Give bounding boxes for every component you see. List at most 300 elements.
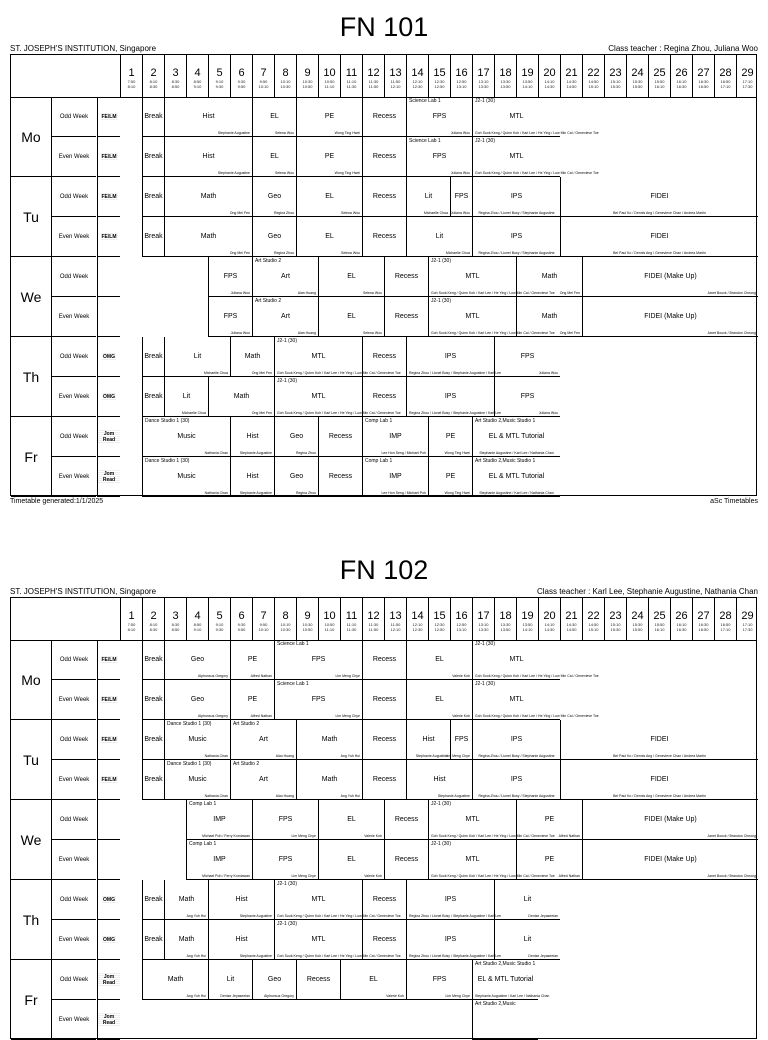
lesson-subject: FPS <box>278 855 293 863</box>
lesson-teacher: Nathania Chan <box>204 491 228 495</box>
week-label: Odd Week <box>51 97 96 137</box>
lesson-teacher: Juliana Woo <box>230 291 250 295</box>
week-label: Odd Week <box>51 257 96 297</box>
lesson-cell[interactable] <box>494 377 560 417</box>
period-start: 16:50 <box>720 79 731 84</box>
lesson-cell[interactable] <box>296 217 362 257</box>
lesson-cell[interactable] <box>472 97 599 137</box>
programme-icon-label: Jom Read <box>98 470 120 484</box>
lesson-cell[interactable] <box>164 760 230 800</box>
lesson-subject: Break <box>144 935 163 943</box>
lesson-teacher: Denise Jeyaseelan <box>220 994 250 998</box>
lesson-cell[interactable] <box>230 417 274 457</box>
lesson-cell[interactable] <box>582 800 758 840</box>
lesson-cell[interactable] <box>516 800 582 840</box>
lesson-teacher: Ang Yuh Hui <box>340 754 360 758</box>
lesson-teacher: Bei Paul Ko / Dennis Ang / Genevieve Chan / Andrea Martin <box>613 251 706 255</box>
lesson-teacher: Janet Boock / Brandon Cheong <box>707 291 756 295</box>
lesson-cell[interactable] <box>142 880 164 920</box>
lesson-cell[interactable] <box>362 720 406 760</box>
lesson-teacher: Regina Zhou <box>295 451 316 455</box>
lesson-cell[interactable] <box>406 760 472 800</box>
period-header-row <box>11 55 756 98</box>
lesson-cell[interactable] <box>582 297 758 337</box>
lesson-room: Comp Lab 1 <box>189 841 217 847</box>
period-end: 9:10 <box>193 84 202 89</box>
lesson-teacher: Goh Sook Keng / Quinn Koh / Karl Lee / He Ying / Low Min Cai / Genevieve Toe <box>277 371 401 375</box>
period-start: 7:50 <box>127 622 136 627</box>
lesson-cell[interactable] <box>406 377 502 417</box>
period-header <box>340 598 362 640</box>
day-label: Mo <box>11 97 51 177</box>
lesson-cell[interactable] <box>274 417 318 457</box>
lesson-subject: PE <box>445 432 456 440</box>
lesson-subject: Recess <box>372 735 397 743</box>
lesson-subject: Hist <box>235 935 248 943</box>
lesson-teacher: Alfred Nathan <box>250 674 272 678</box>
period-end: 14:30 <box>544 627 555 632</box>
period-end: 9:30 <box>215 84 224 89</box>
lesson-cell[interactable] <box>142 457 230 497</box>
lesson-cell[interactable] <box>252 800 318 840</box>
lesson-subject: Lit <box>523 935 532 943</box>
lesson-cell[interactable] <box>164 640 230 680</box>
lesson-subject: PE <box>324 112 335 120</box>
lesson-cell[interactable] <box>318 840 384 880</box>
lesson-cell[interactable] <box>428 417 472 457</box>
lesson-cell[interactable] <box>296 97 362 137</box>
lesson-cell[interactable] <box>472 177 560 217</box>
lesson-teacher: Goh Sook Keng / Quinn Koh / Karl Lee / He Ying / Low Min Cai / Genevieve Toe <box>277 914 401 918</box>
lesson-cell[interactable] <box>142 97 164 137</box>
lesson-cell[interactable] <box>142 760 164 800</box>
lesson-room: J2-1 (30) <box>277 338 298 344</box>
period-start: 16:50 <box>720 622 731 627</box>
lesson-cell[interactable] <box>362 97 406 137</box>
period-header <box>428 598 450 640</box>
lesson-subject: Geo <box>267 192 282 200</box>
lesson-cell[interactable] <box>362 177 406 217</box>
lesson-subject: Geo <box>289 472 304 480</box>
lesson-subject: IMP <box>213 815 226 823</box>
lesson-cell[interactable] <box>445 720 472 760</box>
lesson-cell[interactable] <box>142 720 164 760</box>
period-start: 17:10 <box>742 622 753 627</box>
lesson-cell[interactable] <box>494 337 560 377</box>
period-start: 16:10 <box>676 79 687 84</box>
period-header <box>604 55 626 97</box>
lesson-room: J2-1 (30) <box>431 801 452 807</box>
lesson-cell[interactable] <box>384 297 428 337</box>
lesson-cell[interactable] <box>472 680 599 720</box>
period-header <box>692 55 714 97</box>
period-start: 17:10 <box>742 79 753 84</box>
lesson-cell[interactable] <box>560 217 758 257</box>
lesson-cell[interactable] <box>186 800 252 840</box>
lesson-subject: FIDEI <box>650 735 669 743</box>
lesson-cell[interactable] <box>142 337 164 377</box>
period-header <box>714 598 736 640</box>
lesson-room: Dance Studio 1 (30) <box>167 721 212 727</box>
programme-icon <box>97 177 120 217</box>
period-number: 1 <box>128 610 135 622</box>
lesson-cell[interactable] <box>164 920 208 960</box>
lesson-teacher: Juliana Woo <box>538 411 558 415</box>
lesson-teacher: Bei Paul Ko / Dennis Ang / Genevieve Chan / Andrea Martin <box>613 211 706 215</box>
lesson-cell[interactable] <box>296 137 362 177</box>
period-number: 8 <box>282 67 289 79</box>
programme-icon-label: Jom Read <box>98 1013 120 1027</box>
period-end: 11:10 <box>324 627 335 632</box>
period-end: 11:30 <box>346 627 357 632</box>
period-start: 10:10 <box>280 79 291 84</box>
lesson-subject: Recess <box>328 472 353 480</box>
lesson-cell[interactable] <box>164 137 252 177</box>
programme-icon <box>97 640 120 680</box>
lesson-cell[interactable] <box>494 920 560 960</box>
lesson-subject: PE <box>544 855 555 863</box>
lesson-teacher: Alfred Nathan <box>250 714 272 718</box>
lesson-cell[interactable] <box>406 920 502 960</box>
lesson-cell[interactable] <box>252 840 318 880</box>
period-start: 15:50 <box>654 622 665 627</box>
lesson-cell[interactable] <box>406 680 472 720</box>
period-number: 7 <box>260 67 267 79</box>
lesson-subject: IMP <box>213 855 226 863</box>
lesson-subject: FPS <box>311 655 326 663</box>
lesson-cell[interactable] <box>230 457 274 497</box>
period-header <box>692 598 714 640</box>
lesson-cell[interactable] <box>516 840 582 880</box>
programme-icon <box>97 217 120 257</box>
lesson-teacher: Ong Mei Fen <box>251 371 272 375</box>
lesson-room: Dance Studio 1 (30) <box>145 458 190 464</box>
lesson-cell[interactable] <box>164 217 252 257</box>
day-label: Th <box>11 337 51 417</box>
lesson-cell[interactable] <box>406 337 502 377</box>
lesson-room: J2-1 (30) <box>475 681 496 687</box>
lesson-cell[interactable] <box>362 337 406 377</box>
period-start: 13:30 <box>500 79 511 84</box>
period-number: 3 <box>172 67 179 79</box>
lesson-cell[interactable] <box>296 177 362 217</box>
lesson-cell[interactable] <box>560 177 758 217</box>
week-label: Odd Week <box>51 177 96 217</box>
lesson-cell[interactable] <box>142 960 208 1000</box>
lesson-subject: FIDEI (Make Up) <box>644 312 697 320</box>
lesson-teacher: Selena Woo <box>362 291 382 295</box>
lesson-subject: Math <box>541 312 558 320</box>
lesson-cell[interactable] <box>274 640 362 680</box>
lesson-subject: Recess <box>372 895 397 903</box>
lesson-room: Art Studio 2 <box>255 298 282 304</box>
day-label: We <box>11 800 51 880</box>
lesson-cell[interactable] <box>428 457 472 497</box>
lesson-cell[interactable] <box>472 720 560 760</box>
lesson-cell[interactable] <box>406 97 472 137</box>
lesson-cell[interactable] <box>472 760 560 800</box>
lesson-cell[interactable] <box>340 960 406 1000</box>
lesson-cell[interactable] <box>252 960 296 1000</box>
lesson-cell[interactable] <box>164 680 230 720</box>
period-start: 13:50 <box>522 622 533 627</box>
lesson-cell[interactable] <box>406 880 502 920</box>
lesson-cell[interactable] <box>296 720 362 760</box>
lesson-cell[interactable] <box>362 640 406 680</box>
lesson-cell[interactable] <box>494 880 560 920</box>
lesson-subject: Break <box>144 152 163 160</box>
lesson-subject: EL <box>347 855 356 863</box>
lesson-subject: Math <box>167 975 184 983</box>
lesson-cell[interactable] <box>406 177 450 217</box>
lesson-cell[interactable] <box>142 680 164 720</box>
lesson-teacher: Juliana Woo <box>538 371 558 375</box>
lesson-cell[interactable] <box>472 960 550 1000</box>
period-number: 9 <box>304 610 311 622</box>
lesson-cell[interactable] <box>274 680 362 720</box>
lesson-cell[interactable] <box>362 217 406 257</box>
lesson-teacher: Goh Sook Keng / Quinn Koh / Karl Lee / He Ying / Low Min Cai / Genevieve Toe <box>431 331 555 335</box>
lesson-teacher: Goh Sook Keng / Quinn Koh / Karl Lee / He Ying / Low Min Cai / Genevieve Toe <box>475 714 599 718</box>
lesson-subject: FIDEI <box>650 775 669 783</box>
lesson-cell[interactable] <box>406 720 450 760</box>
lesson-subject: EL & MTL Tutorial <box>488 432 545 440</box>
lesson-cell[interactable] <box>208 257 252 297</box>
lesson-cell[interactable] <box>186 840 252 880</box>
lesson-cell[interactable] <box>362 137 406 177</box>
lesson-cell[interactable] <box>274 457 318 497</box>
lesson-cell[interactable] <box>142 177 164 217</box>
lesson-cell[interactable] <box>560 720 758 760</box>
class-teacher: Class teacher : Regina Zhou, Juliana Woo <box>608 44 758 53</box>
lesson-cell[interactable] <box>142 640 164 680</box>
lesson-teacher: Lim Meng Chye <box>291 834 316 838</box>
period-start: 9:10 <box>215 79 224 84</box>
lesson-subject: PE <box>544 815 555 823</box>
day-label: We <box>11 257 51 337</box>
lesson-cell[interactable] <box>208 880 274 920</box>
period-end: 11:10 <box>324 84 335 89</box>
lesson-subject: MTL <box>509 112 524 120</box>
lesson-cell[interactable] <box>208 920 274 960</box>
lesson-teacher: Regina Zhou / Lionel Bosy / Stephanie Augustine / Karl Lee <box>409 411 502 415</box>
week-label: Even Week <box>51 377 96 417</box>
lesson-cell[interactable] <box>472 417 560 457</box>
lesson-cell[interactable] <box>472 457 560 497</box>
period-number: 25 <box>653 67 666 79</box>
lesson-cell[interactable] <box>384 800 428 840</box>
lesson-cell[interactable] <box>230 337 274 377</box>
lesson-cell[interactable] <box>164 720 230 760</box>
lesson-teacher: Wong Ting Hwei <box>334 131 360 135</box>
lesson-subject: Art <box>259 775 268 783</box>
lesson-subject: Recess <box>372 935 397 943</box>
period-end: 8:30 <box>149 627 158 632</box>
period-start: 15:50 <box>654 79 665 84</box>
lesson-cell[interactable] <box>362 377 406 417</box>
period-end: 12:50 <box>434 627 445 632</box>
period-header <box>582 55 604 97</box>
period-start: 13:10 <box>478 79 489 84</box>
lesson-cell[interactable] <box>384 840 428 880</box>
lesson-cell[interactable] <box>362 920 406 960</box>
week-label: Odd Week <box>51 337 96 377</box>
lesson-cell[interactable] <box>472 1000 538 1040</box>
lesson-teacher: Michael Poh / Ferry Kurniawan <box>202 834 250 838</box>
lesson-cell[interactable] <box>406 640 472 680</box>
period-end: 12:10 <box>390 627 401 632</box>
lesson-subject: Recess <box>328 432 353 440</box>
programme-icon-label: Jom Read <box>98 973 120 987</box>
period-end: 10:30 <box>280 627 291 632</box>
lesson-cell[interactable] <box>208 377 274 417</box>
lesson-cell[interactable] <box>252 257 318 297</box>
period-end: 14:50 <box>566 84 577 89</box>
lesson-cell[interactable] <box>318 257 384 297</box>
period-number: 4 <box>194 67 201 79</box>
lesson-subject: Recess <box>372 232 397 240</box>
lesson-cell[interactable] <box>252 177 296 217</box>
programme-icon <box>97 257 120 297</box>
lesson-cell[interactable] <box>582 257 758 297</box>
lesson-subject: FIDEI (Make Up) <box>644 855 697 863</box>
lesson-subject: Math <box>233 392 250 400</box>
lesson-cell[interactable] <box>252 297 318 337</box>
lesson-cell[interactable] <box>164 177 252 217</box>
programme-icon <box>97 680 120 720</box>
programme-icon <box>97 840 120 880</box>
lesson-teacher: Goh Sook Keng / Quinn Koh / Karl Lee / He Ying / Low Min Cai / Genevieve Toe <box>431 291 555 295</box>
lesson-teacher: Alan Huang <box>275 754 294 758</box>
period-end: 13:30 <box>478 627 489 632</box>
period-number: 28 <box>719 67 732 79</box>
lesson-cell[interactable] <box>142 217 164 257</box>
lesson-cell[interactable] <box>164 377 208 417</box>
lesson-subject: IPS <box>444 895 457 903</box>
lesson-subject: Geo <box>267 232 282 240</box>
lesson-subject: Math <box>178 935 195 943</box>
lesson-cell[interactable] <box>472 217 560 257</box>
programme-icon <box>97 297 120 337</box>
period-header <box>736 598 758 640</box>
period-end: 11:50 <box>368 627 379 632</box>
lesson-cell[interactable] <box>230 640 274 680</box>
lesson-cell[interactable] <box>142 920 164 960</box>
period-header <box>494 55 516 97</box>
lesson-cell[interactable] <box>252 97 296 137</box>
period-start: 9:50 <box>259 622 268 627</box>
week-label: Even Week <box>51 1000 96 1040</box>
lesson-cell[interactable] <box>582 840 758 880</box>
lesson-cell[interactable] <box>516 297 582 337</box>
day-label: Tu <box>11 177 51 257</box>
period-end: 17:10 <box>720 84 731 89</box>
lesson-cell[interactable] <box>296 960 340 1000</box>
lesson-cell[interactable] <box>406 960 472 1000</box>
lesson-cell[interactable] <box>362 760 406 800</box>
lesson-cell[interactable] <box>230 720 296 760</box>
lesson-cell[interactable] <box>384 257 428 297</box>
lesson-cell[interactable] <box>362 457 428 497</box>
period-number: 29 <box>741 67 754 79</box>
period-end: 8:10 <box>127 84 136 89</box>
lesson-teacher: Michaelle Chua <box>181 411 206 415</box>
lesson-cell[interactable] <box>406 217 472 257</box>
period-header <box>538 55 560 97</box>
period-start: 15:30 <box>632 79 643 84</box>
lesson-cell[interactable] <box>318 297 384 337</box>
lesson-cell[interactable] <box>362 680 406 720</box>
lesson-cell[interactable] <box>560 760 758 800</box>
lesson-cell[interactable] <box>164 97 252 137</box>
period-number: 18 <box>499 67 512 79</box>
lesson-subject: Geo <box>190 655 205 663</box>
lesson-cell[interactable] <box>450 177 472 217</box>
lesson-subject: Break <box>144 655 163 663</box>
period-number: 5 <box>216 67 223 79</box>
period-number: 10 <box>323 67 336 79</box>
period-header <box>186 55 208 97</box>
lesson-cell[interactable] <box>208 297 252 337</box>
lesson-cell[interactable] <box>516 257 582 297</box>
lesson-teacher: Ong Mei Fen <box>559 291 580 295</box>
lesson-room: Art Studio 2,Music Studio 1 <box>475 961 536 967</box>
lesson-cell[interactable] <box>362 417 428 457</box>
lesson-subject: MTL <box>311 392 326 400</box>
lesson-cell[interactable] <box>142 377 164 417</box>
lesson-cell[interactable] <box>164 337 230 377</box>
lesson-cell[interactable] <box>230 680 274 720</box>
lesson-cell[interactable] <box>164 880 208 920</box>
period-start: 13:10 <box>478 622 489 627</box>
lesson-teacher: Lim Meng Chye <box>291 874 316 878</box>
lesson-cell[interactable] <box>318 457 362 497</box>
lesson-subject: EL <box>347 272 356 280</box>
lesson-teacher: Selena Woo <box>274 131 294 135</box>
lesson-cell[interactable] <box>208 960 252 1000</box>
lesson-cell[interactable] <box>318 417 362 457</box>
lesson-teacher: Michaelle Chua <box>445 251 470 255</box>
lesson-cell[interactable] <box>142 137 164 177</box>
lesson-cell[interactable] <box>318 800 384 840</box>
programme-icon-label: FE/LM <box>101 696 117 703</box>
lesson-cell[interactable] <box>252 137 296 177</box>
lesson-cell[interactable] <box>252 217 296 257</box>
lesson-cell[interactable] <box>296 760 362 800</box>
lesson-subject: Recess <box>306 975 331 983</box>
day-label: Th <box>11 880 51 960</box>
period-start: 11:30 <box>368 622 379 627</box>
lesson-room: Art Studio 2,Music <box>475 1001 516 1007</box>
lesson-cell[interactable] <box>406 137 472 177</box>
period-start: 14:10 <box>544 79 555 84</box>
lesson-teacher: Goh Sook Keng / Quinn Koh / Karl Lee / He Ying / Low Min Cai / Genevieve Toe <box>475 674 599 678</box>
lesson-cell[interactable] <box>362 880 406 920</box>
period-end: 14:50 <box>566 627 577 632</box>
period-header <box>252 598 274 640</box>
lesson-cell[interactable] <box>230 760 296 800</box>
lesson-teacher: Alphonsus Gregory <box>198 714 228 718</box>
lesson-subject: Math <box>200 192 217 200</box>
period-end: 13:30 <box>478 84 489 89</box>
lesson-room: Science Lab 1 <box>277 641 309 647</box>
lesson-cell[interactable] <box>142 417 230 457</box>
lesson-cell[interactable] <box>472 640 599 680</box>
lesson-room: J2-1 (30) <box>277 378 298 384</box>
lesson-teacher: Alan Huang <box>275 794 294 798</box>
lesson-room: Comp Lab 1 <box>365 458 393 464</box>
lesson-cell[interactable] <box>472 137 599 177</box>
